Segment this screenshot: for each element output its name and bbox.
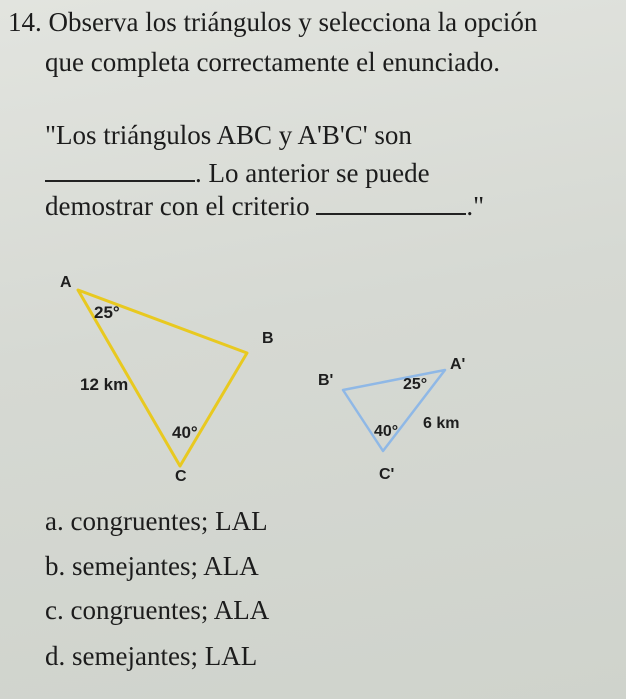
statement-line3: demostrar con el criterio .": [45, 191, 485, 221]
answer-blank-2: [316, 193, 466, 215]
question-instruction-line1: Observa los triángulos y selecciona la opción: [48, 7, 538, 37]
vertex-a-label: A: [60, 274, 72, 291]
answer-blank-1: [45, 160, 195, 182]
angle-a-prime-label: 25°: [403, 376, 428, 393]
option-b[interactable]: b. semejantes; ALA: [45, 551, 259, 581]
vertex-b-label: B: [262, 330, 274, 347]
question-header: [8, 6, 537, 38]
angle-a-label: 25°: [94, 303, 120, 322]
side-a-prime-c-prime-label: 6 km: [423, 415, 460, 432]
angle-c-label: 40°: [172, 423, 198, 442]
side-ac-label: 12 km: [80, 375, 129, 394]
option-d[interactable]: d. semejantes; LAL: [45, 641, 258, 671]
option-a[interactable]: a. congruentes; LAL: [45, 506, 268, 536]
statement-line1: "Los triángulos ABC y A'B'C' son: [45, 120, 412, 150]
option-c[interactable]: c. congruentes; ALA: [45, 595, 270, 625]
vertex-c-label: C: [175, 468, 187, 485]
question-number: 14.: [8, 7, 42, 37]
vertex-c-prime-label: C': [379, 466, 395, 483]
vertex-a-prime-label: A': [450, 356, 466, 373]
triangles-figure: [0, 260, 626, 500]
statement-line2: . Lo anterior se puede: [45, 157, 430, 189]
angle-c-prime-label: 40°: [374, 423, 399, 440]
vertex-b-prime-label: B': [318, 372, 334, 389]
question-instruction-line2: que completa correctamente el enunciado.: [45, 47, 501, 77]
